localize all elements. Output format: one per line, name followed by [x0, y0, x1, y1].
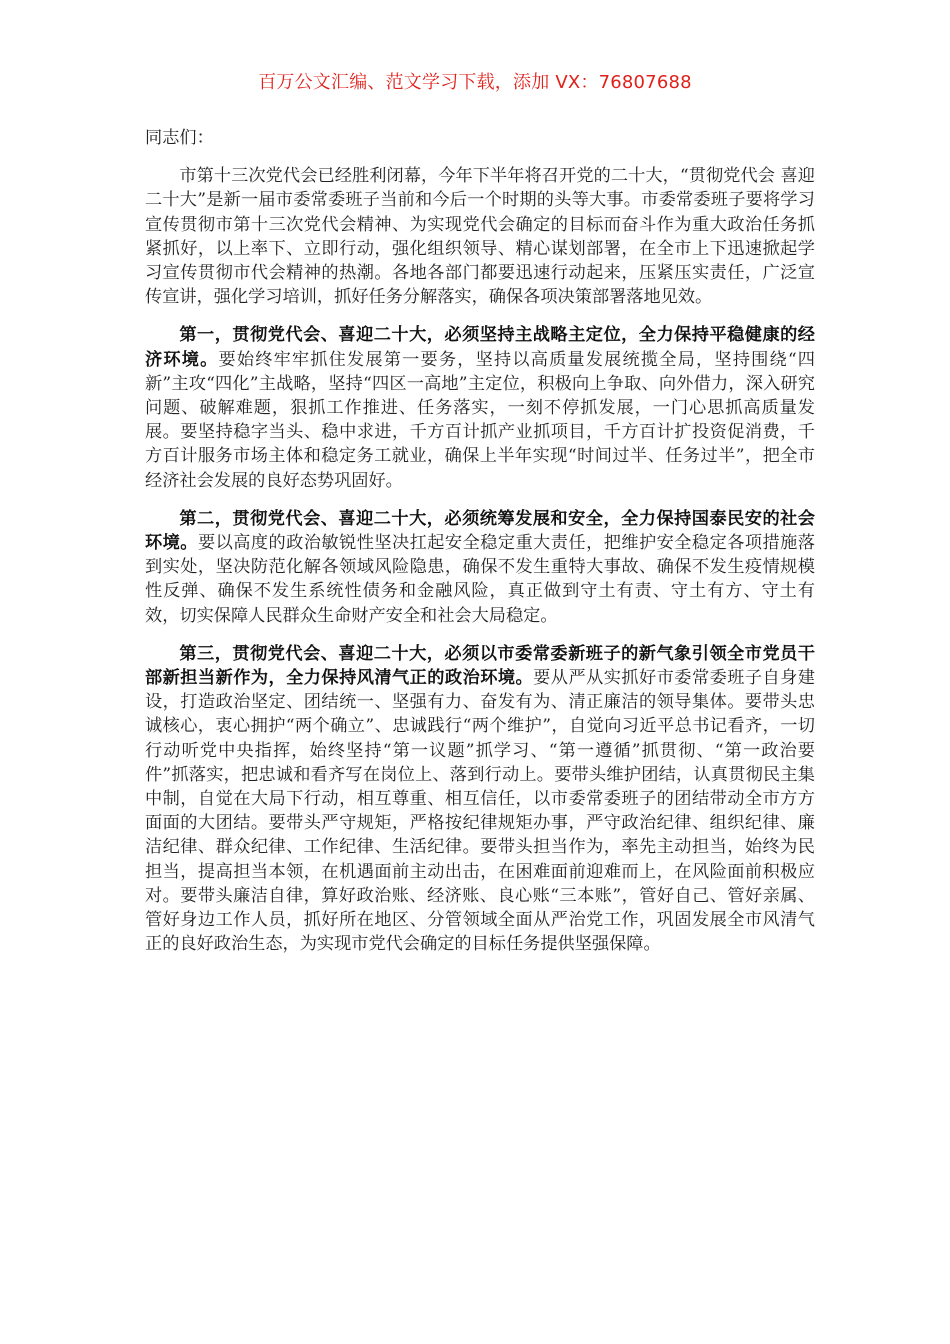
paragraph-third-heading: 第三，贯彻党代会、喜迎二十大，必须以市委常委新班子的新气象引领全市党员干部新担当新作为，全力保持风清气正的政治环境。 [145, 643, 815, 689]
paragraph-first-text: 要始终牢牢抓住发展第一要务，坚持以高质量发展统揽全局，坚持围绕“四新”主攻“四化”主战略，坚持“四区一高地”主定位，积极向上争取、向外借力，深入研究问题、破解难题，狠抓工作推进、任务落实，一刻不停抓发展，一门心思抓高质量发展。要坚持稳字当头、稳中求进，千方百计抓产业抓项目，千方百计扩投资促消费，千方百计服务市场主体和稳定务工就业，确保上半年实现“时间过半、任务过半”，把全市经济社会发展的良好态势巩固好。 [145, 349, 815, 491]
watermark-banner: 百万公文汇编、范文学习下载，添加 VX：76807688 [258, 72, 692, 93]
document-body [145, 126, 815, 971]
paragraph-third-text: 要从严从实抓好市委常委班子自身建设，打造政治坚定、团结统一、坚强有力、奋发有为、清正廉洁的领导集体。要带头忠诚核心，衷心拥护“两个确立”、忠诚践行“两个维护”，自觉向习近平总书记看齐，一切行动听党中央指挥，始终坚持“第一议题”抓学习、“第一遵循”抓贯彻、“第一政治要件”抓落实，把忠诚和看齐写在岗位上、落到行动上。要带头维护团结，认真贯彻民主集中制，自觉在大局下行动，相互尊重、相互信任，以市委常委班子的团结带动全市方方面面的大团结。要带头严守规矩，严格按纪律规矩办事，严守政治纪律、组织纪律、廉洁纪律、群众纪律、工作纪律、生活纪律。要带头担当作为，率先主动担当，始终为民担当，提高担当本领，在机遇面前主动出击，在困难面前迎难而上，在风险面前积极应对。要带头廉洁自律，算好政治账、经济账、良心账“三本账”，管好自己、管好亲属、管好身边工作人员，抓好所在地区、分管领域全面从严治党工作，巩固发展全市风清气正的良好政治生态，为实现市党代会确定的目标任务提供坚强保障。 [145, 668, 815, 955]
paragraph-second-heading: 第二，贯彻党代会、喜迎二十大，必须统筹发展和安全，全力保持国泰民安的社会环境。 [145, 508, 815, 554]
paragraph-second-text: 要以高度的政治敏锐性坚决扛起安全稳定重大责任，把维护安全稳定各项措施落到实处，坚决防范化解各领域风险隐患，确保不发生重特大事故、确保不发生疫情规模性反弹、确保不发生系统性债务和金融风险，真正做到守土有责、守土有方、守土有效，切实保障人民群众生命财产安全和社会大局稳定。 [145, 533, 815, 626]
paragraph-intro-text: 市第十三次党代会已经胜利闭幕，今年下半年将召开党的二十大，“贯彻党代会 喜迎二十大”是新一届市委常委班子当前和今后一个时期的头等大事。市委常委班子要将学习宣传贯彻市第十三次党代会精神、为实现党代会确定的目标而奋斗作为重大政治任务抓紧抓好，以上率下、立即行动，强化组织领导、精心谋划部署，在全市上下迅速掀起学习宣传贯彻市代会精神的热潮。各地各部门都要迅速行动起来，压紧压实责任，广泛宣传宣讲，强化学习培训，抓好任务分解落实，确保各项决策部署落地见效。 [145, 166, 815, 308]
paragraph-intro [145, 164, 815, 309]
paragraph-first-heading: 第一，贯彻党代会、喜迎二十大，必须坚持主战略主定位，全力保持平稳健康的经济环境。 [145, 325, 815, 370]
paragraph-third [145, 642, 815, 957]
paragraph-second [145, 507, 815, 628]
paragraph-first [145, 323, 815, 492]
salutation: 同志们： [145, 128, 214, 148]
